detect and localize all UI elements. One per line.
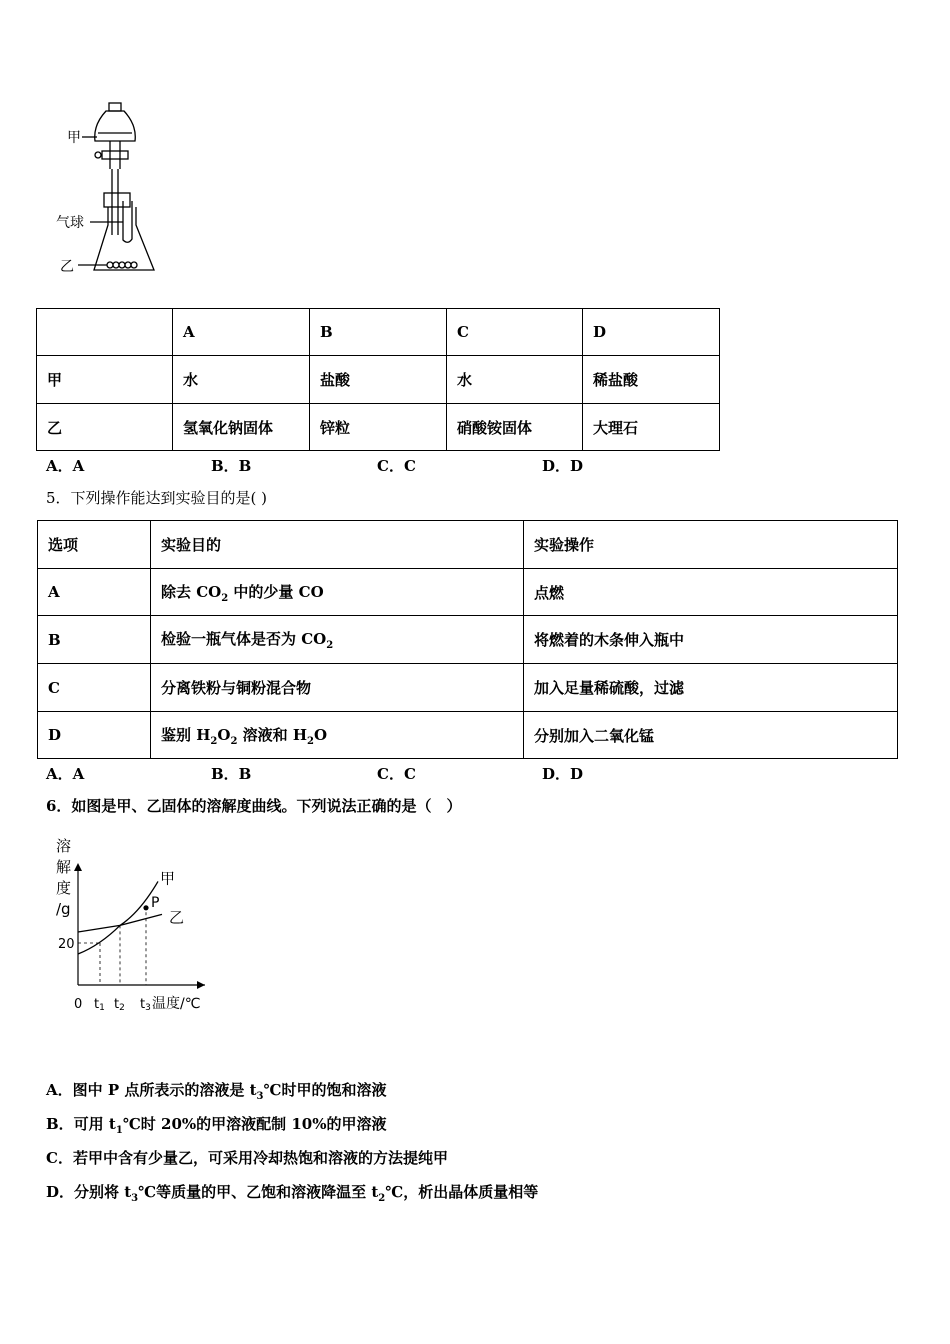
label-yi: 乙	[60, 259, 74, 275]
q6-option-text: A．图中 P 点所表示的溶液是 t	[46, 1081, 257, 1099]
q4-cell: D	[583, 309, 720, 356]
q5-options	[46, 763, 746, 783]
series-yi-line	[78, 914, 162, 932]
q4-table	[36, 308, 720, 451]
q4-option-b[interactable]: B．B	[211, 457, 252, 475]
x-axis-label: 温度/℃	[152, 996, 201, 1012]
q4-cell: 氢氧化钠固体	[173, 404, 310, 451]
q6-option-b[interactable]	[46, 1114, 387, 1141]
x-tick-label: t2	[114, 997, 125, 1013]
x-tick-label: t1	[94, 997, 105, 1013]
q5-op-cell: 点燃	[524, 569, 898, 616]
series-yi-label: 乙	[169, 908, 185, 927]
q5-goal-cell	[151, 569, 524, 616]
q5-goal-cell: 分离铁粉与铜粉混合物	[151, 664, 524, 712]
q6-option-text: ℃时甲的饱和溶液	[263, 1081, 387, 1099]
solubility-chart	[50, 835, 215, 1020]
q4-cell: 大理石	[583, 404, 720, 451]
q4-cell	[37, 309, 173, 356]
q5-option-b[interactable]: B．B	[211, 765, 252, 783]
q4-cell: 稀盐酸	[583, 356, 720, 404]
apparatus-figure	[50, 95, 170, 285]
subscript: 3	[131, 1193, 139, 1204]
q4-option-a[interactable]: A．A	[46, 457, 85, 475]
q4-cell: C	[447, 309, 583, 356]
rubber-stopper	[104, 193, 130, 207]
q5-option-d[interactable]: D．D	[542, 765, 584, 783]
q5-stem: 5．下列操作能达到实验目的是( )	[46, 489, 268, 507]
q5-header-row	[38, 521, 898, 569]
x-axis-arrow	[197, 981, 205, 989]
subscript: 2	[378, 1193, 386, 1204]
q4-cell: 甲	[37, 356, 173, 404]
subscript: 2	[307, 735, 315, 747]
subscript: 1	[115, 1125, 123, 1136]
q4-option-c[interactable]: C．C	[377, 457, 416, 475]
q4-cell: 水	[173, 356, 310, 404]
q5-goal-text: 除去 CO	[161, 582, 222, 601]
subscript: 2	[210, 735, 218, 747]
q4-cell: 锌粒	[310, 404, 447, 451]
subscript: 3	[256, 1091, 264, 1102]
conical-flask	[94, 207, 154, 270]
funnel-stopper	[109, 103, 121, 111]
q6-option-text: ℃，析出晶体质量相等	[385, 1183, 539, 1201]
subscript: 2	[326, 640, 334, 651]
q6-stem: 6．如图是甲、乙固体的溶解度曲线。下列说法正确的是（ ）	[46, 797, 462, 815]
q4-row	[37, 404, 720, 451]
q4-cell: A	[173, 309, 310, 356]
q5-header-cell: 实验目的	[151, 521, 524, 569]
q5-header-cell: 实验操作	[524, 521, 898, 569]
q6-option-text: ℃时 20%的甲溶液配制 10%的甲溶液	[122, 1115, 387, 1133]
q5-goal-text: 中的少量 CO	[228, 582, 324, 601]
q5-row	[38, 712, 898, 759]
q5-goal-text: 检验一瓶气体是否为 CO	[161, 630, 327, 648]
q6-option-text: D．分别将 t	[46, 1183, 132, 1201]
q5-option-cell: A	[38, 569, 151, 616]
q5-goal-cell	[151, 712, 524, 759]
y-axis-label: 溶	[56, 837, 72, 855]
q5-goal-text: O	[314, 725, 328, 744]
q4-cell: 盐酸	[310, 356, 447, 404]
q5-goal-text: O	[217, 725, 231, 744]
q5-option-cell: C	[38, 664, 151, 712]
q5-option-cell: D	[38, 712, 151, 759]
q6-option-text: B．可用 t	[46, 1115, 116, 1133]
q4-cell: 硝酸铵固体	[447, 404, 583, 451]
q5-option-c[interactable]: C．C	[377, 765, 416, 783]
label-jia: 甲	[67, 130, 81, 146]
q5-option-cell: B	[38, 616, 151, 664]
q4-cell: 水	[447, 356, 583, 404]
q4-header-row	[37, 309, 720, 356]
q6-option-d[interactable]	[46, 1182, 538, 1209]
label-balloon: 气球	[56, 215, 84, 231]
subscript: 2	[221, 592, 229, 604]
q6-option-text: C．若甲中含有少量乙，可采用冷却热饱和溶液的方法提纯甲	[46, 1149, 448, 1167]
q5-row	[38, 569, 898, 616]
y-tick-label: 20	[58, 937, 75, 952]
q4-cell: B	[310, 309, 447, 356]
q5-row	[38, 616, 898, 664]
q4-options	[46, 455, 746, 475]
q5-header-cell: 选项	[38, 521, 151, 569]
point-p-marker	[143, 905, 148, 910]
y-axis-label: 解	[56, 858, 72, 876]
x-tick-label: t3	[140, 997, 151, 1013]
q5-option-a[interactable]: A．A	[46, 765, 85, 783]
q4-cell: 乙	[37, 404, 173, 451]
q5-op-cell: 将燃着的木条伸入瓶中	[524, 616, 898, 664]
q5-table	[37, 520, 898, 759]
point-p-label: P	[151, 894, 160, 911]
q6-option-c[interactable]	[46, 1148, 448, 1168]
series-jia-label: 甲	[160, 869, 176, 888]
q5-goal-cell	[151, 616, 524, 664]
y-axis-arrow	[74, 863, 82, 871]
x-tick-label: 0	[74, 997, 83, 1012]
subscript: 2	[230, 735, 238, 747]
y-axis-label: /g	[56, 900, 71, 918]
q4-option-d[interactable]: D．D	[542, 457, 584, 475]
y-axis-label: 度	[56, 879, 72, 897]
q5-goal-text: 鉴别 H	[161, 725, 211, 744]
separatory-funnel	[95, 111, 136, 141]
q5-op-cell: 分别加入二氧化锰	[524, 712, 898, 759]
q5-op-cell: 加入足量稀硫酸，过滤	[524, 664, 898, 712]
q4-row	[37, 356, 720, 404]
q5-row	[38, 664, 898, 712]
q6-option-a[interactable]	[46, 1080, 386, 1107]
q5-goal-text: 溶液和 H	[237, 725, 308, 744]
q6-option-text: ℃等质量的甲、乙饱和溶液降温至 t	[138, 1183, 379, 1201]
